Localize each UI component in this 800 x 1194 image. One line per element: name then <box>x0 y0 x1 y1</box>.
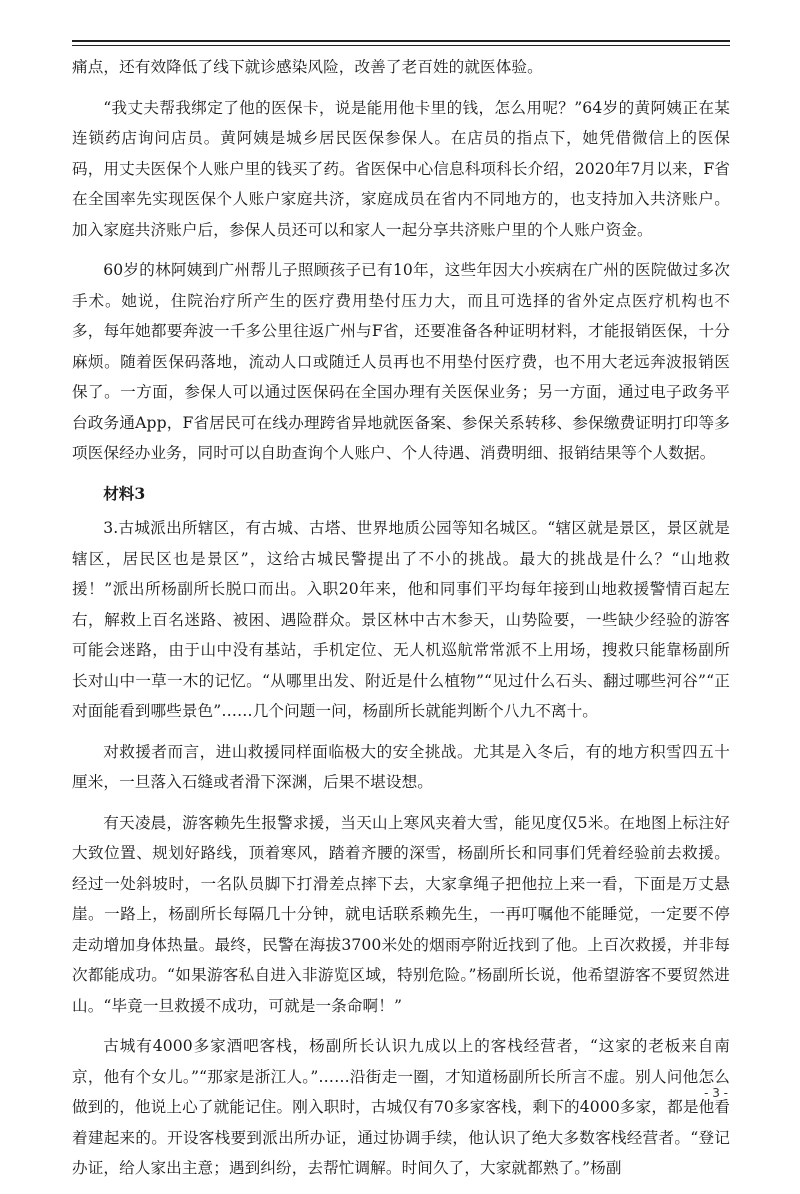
paragraph: 有天凌晨，游客赖先生报警求援，当天山上寒风夹着大雪，能见度仅5米。在地图上标注好大致位置、规划好路线，顶着寒风，踏着齐腰的深雪，杨副所长和同事们凭着经验前去救援。经过一处斜坡时，一名队员脚下打滑差点摔下去，大家拿绳子把他拉上来一看，下面是万丈悬崖。一路上，杨副所长每隔几十分钟，就电话联系赖先生，一再叮嘱他不能睡觉，一定要不停走动增加身体热量。最终，民警在海拔3700米处的烟雨亭附近找到了他。上百次救援，并非每次都能成功。“如果游客私自进入非游览区域，特别危险。”杨副所长说，他希望游客不要贸然进山。“毕竟一旦救援不成功，可就是一条命啊！” <box>72 813 730 1015</box>
paragraph: 对救援者而言，进山救援同样面临极大的安全挑战。尤其是入冬后，有的地方积雪四五十厘米，一旦落入石缝或者滑下深渊，后果不堪设想。 <box>72 742 730 791</box>
paragraph: 古城有4000多家酒吧客栈，杨副所长认识九成以上的客栈经营者，“这家的老板来自南京，他有个女儿。”“那家是浙江人。”……沿街走一圈，才知道杨副所长所言不虚。别人问他怎么做到的，他说上心了就能记住。刚入职时，古城仅有70多家客栈，剩下的4000多家，都是他看着建起来的。开设客栈要到派出所办证，通过协调手续，他认识了绝大多数客栈经营者。“登记办证，给人家出主意；遇到纠纷，去帮忙调解。时间久了，大家就都熟了。”杨副 <box>72 1037 730 1177</box>
paragraph: 3.古城派出所辖区，有古城、古塔、世界地质公园等知名城区。“辖区就是景区，景区就是辖区，居民区也是景区”，这给古城民警提出了不小的挑战。最大的挑战是什么？“山地救援！”派出所杨副所长脱口而出。入职20年来，他和同事们平均每年接到山地救援警情百起左右，解救上百名迷路、被困、遇险群众。景区林中古木参天，山势险要，一些缺少经验的游客可能会迷路，由于山中没有基站，手机定位、无人机巡航常常派不上用场，搜救只能靠杨副所长对山中一草一木的记忆。“从哪里出发、附近是什么植物”“见过什么石头、翻过哪些河谷”“正对面能看到哪些景色”……几个问题一问，杨副所长就能判断个八九不离十。 <box>72 519 730 720</box>
paragraph: 60岁的林阿姨到广州帮儿子照顾孩子已有10年，这些年因大小疾病在广州的医院做过多次手术。她说，住院治疗所产生的医疗费用垫付压力大，而且可选择的省外定点医疗机构也不多，每年她都要奔波一千多公里往返广州与F省，还要准备各种证明材料，才能报销医保，十分麻烦。随着医保码落地，流动人口或随迁人员再也不用垫付医疗费，也不用大老远奔波报销医保了。一方面，参保人可以通过医保码在全国办理有关医保业务；另一方面，通过电子政务平台政务通App，F省居民可在线办理跨省异地就医备案、参保关系转移、参保缴费证明打印等多项医保经办业务，同时可以自助查询个人账户、个人待遇、消费明细、报销结果等个人数据。 <box>72 261 730 462</box>
page-number: - 3 - <box>704 1086 728 1100</box>
header-rule-thin <box>72 45 730 46</box>
section-title: 材料3 <box>103 483 146 503</box>
paragraph: “我丈夫帮我绑定了他的医保卡，说是能用他卡里的钱，怎么用呢？”64岁的黄阿姨正在某连锁药店询问店员。黄阿姨是城乡居民医保参保人。在店员的指点下，她凭借微信上的医保码，用丈夫医保个人账户里的钱买了药。省医保中心信息科项科长介绍，2020年7月以来，F省在全国率先实现医保个人账户家庭共济，家庭成员在省内不同地方的，也支持加入共济账户。加入家庭共济账户后，参保人员还可以和家人一起分享共济账户里的个人账户资金。 <box>72 98 730 239</box>
header-rule-thick <box>72 40 730 42</box>
paragraph-continued: 痛点，还有效降低了线下就诊感染风险，改善了老百姓的就医体验。 <box>72 58 543 76</box>
document-body <box>72 52 730 1194</box>
